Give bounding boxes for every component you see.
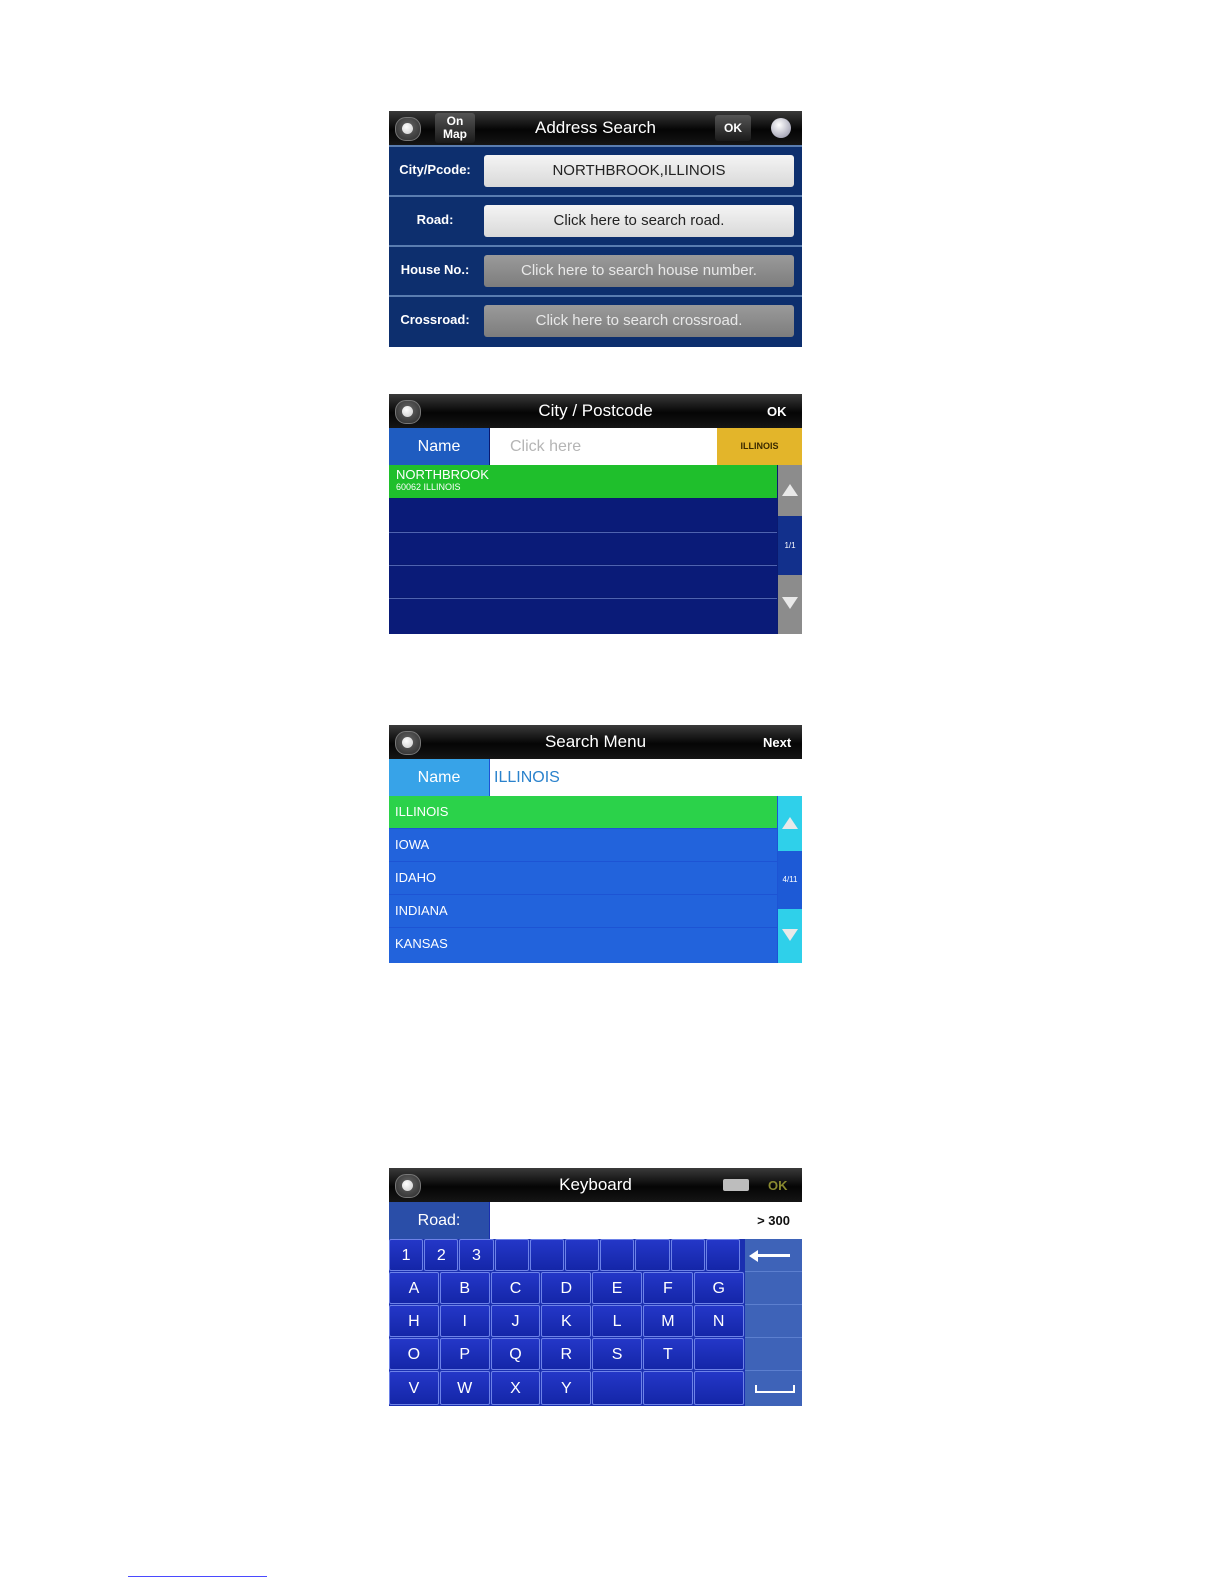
house-no-row bbox=[389, 245, 802, 296]
key-m[interactable]: M bbox=[643, 1305, 693, 1337]
on-map-label-line2: Map bbox=[443, 127, 467, 141]
list-item[interactable]: INDIANA bbox=[389, 895, 777, 927]
name-label: Name bbox=[389, 759, 489, 796]
list-item[interactable]: KANSAS bbox=[389, 928, 777, 963]
key-blank[interactable] bbox=[565, 1239, 599, 1271]
result-detail: 60062 ILLINOIS bbox=[396, 482, 461, 492]
side-key[interactable] bbox=[745, 1272, 802, 1305]
title-bar bbox=[389, 1168, 802, 1202]
down-arrow-icon bbox=[782, 929, 798, 941]
city-pcode-row bbox=[389, 145, 802, 196]
key-l[interactable]: L bbox=[592, 1305, 642, 1337]
list-item[interactable] bbox=[389, 565, 777, 597]
key-t[interactable]: T bbox=[643, 1338, 693, 1370]
next-button[interactable]: Next bbox=[763, 735, 792, 750]
down-arrow-icon bbox=[782, 597, 798, 609]
list-item[interactable] bbox=[389, 598, 777, 634]
key-f[interactable]: F bbox=[643, 1272, 693, 1304]
on-map-label-line1: On bbox=[446, 114, 464, 128]
page-indicator: 4/11 bbox=[778, 851, 802, 909]
city-pcode-label: City/Pcode: bbox=[399, 162, 471, 177]
road-field[interactable]: Click here to search road. bbox=[484, 205, 794, 237]
road-label: Road: bbox=[389, 1202, 489, 1239]
result-count: > 300 bbox=[490, 1202, 802, 1239]
list-item[interactable]: IDAHO bbox=[389, 862, 777, 894]
key-y[interactable]: Y bbox=[541, 1371, 591, 1405]
backspace-key[interactable] bbox=[745, 1239, 802, 1272]
crossroad-row bbox=[389, 295, 802, 346]
key-p[interactable]: P bbox=[440, 1338, 490, 1370]
search-menu-screen bbox=[389, 725, 802, 963]
key-blank[interactable] bbox=[671, 1239, 705, 1271]
crossroad-label: Crossroad: bbox=[400, 312, 470, 327]
key-e[interactable]: E bbox=[592, 1272, 642, 1304]
scroll-down-button[interactable] bbox=[778, 575, 802, 634]
title-bar bbox=[389, 725, 802, 759]
list-item[interactable]: IOWA bbox=[389, 829, 777, 861]
key-blank[interactable] bbox=[643, 1371, 693, 1405]
keyboard-icon[interactable] bbox=[723, 1179, 749, 1191]
key-g[interactable]: G bbox=[694, 1272, 744, 1304]
key-blank[interactable] bbox=[495, 1239, 529, 1271]
key-v[interactable]: V bbox=[389, 1371, 439, 1405]
page-title: Address Search bbox=[535, 118, 656, 137]
crossroad-field[interactable]: Click here to search crossroad. bbox=[484, 305, 794, 337]
house-no-field[interactable]: Click here to search house number. bbox=[484, 255, 794, 287]
list-item-selected[interactable] bbox=[389, 465, 777, 498]
key-blank[interactable] bbox=[635, 1239, 669, 1271]
name-input[interactable]: Click here bbox=[490, 428, 717, 465]
city-postcode-screen bbox=[389, 394, 802, 634]
key-q[interactable]: Q bbox=[491, 1338, 541, 1370]
key-c[interactable]: C bbox=[491, 1272, 541, 1304]
scroll-up-button[interactable] bbox=[778, 465, 802, 516]
key-i[interactable]: I bbox=[440, 1305, 490, 1337]
key-blank[interactable] bbox=[694, 1371, 744, 1405]
list-item[interactable] bbox=[389, 499, 777, 531]
title-bar bbox=[389, 111, 802, 145]
input-bar bbox=[389, 1202, 802, 1239]
key-blank[interactable] bbox=[530, 1239, 564, 1271]
house-no-label: House No.: bbox=[400, 262, 470, 277]
ok-button[interactable]: OK bbox=[768, 1178, 788, 1193]
page-indicator: 1/1 bbox=[778, 516, 802, 575]
address-search-screen bbox=[389, 111, 802, 347]
road-row bbox=[389, 195, 802, 246]
key-o[interactable]: O bbox=[389, 1338, 439, 1370]
title-bar bbox=[389, 394, 802, 428]
road-label: Road: bbox=[416, 212, 454, 227]
scroll-up-button[interactable] bbox=[778, 796, 802, 851]
side-key[interactable] bbox=[745, 1338, 802, 1371]
page-title: City / Postcode bbox=[538, 401, 653, 420]
key-n[interactable]: N bbox=[694, 1305, 744, 1337]
name-input[interactable]: ILLINOIS bbox=[490, 759, 802, 796]
settings-icon[interactable] bbox=[771, 118, 791, 138]
side-key[interactable] bbox=[745, 1305, 802, 1338]
key-blank[interactable] bbox=[600, 1239, 634, 1271]
key-r[interactable]: R bbox=[541, 1338, 591, 1370]
city-pcode-field[interactable]: NORTHBROOK,ILLINOIS bbox=[484, 155, 794, 187]
list-item-selected[interactable]: ILLINOIS bbox=[389, 796, 777, 828]
left-arrow-head bbox=[749, 1250, 758, 1262]
up-arrow-icon bbox=[782, 817, 798, 829]
state-button[interactable]: ILLINOIS bbox=[717, 428, 802, 465]
left-arrow-icon bbox=[754, 1254, 790, 1257]
key-d[interactable]: D bbox=[541, 1272, 591, 1304]
keyboard-screen bbox=[389, 1168, 802, 1406]
key-h[interactable]: H bbox=[389, 1305, 439, 1337]
footnote-rule bbox=[128, 1576, 267, 1577]
ok-button[interactable] bbox=[715, 115, 751, 141]
ok-button[interactable]: OK bbox=[767, 404, 787, 419]
page-title: Keyboard bbox=[559, 1175, 632, 1194]
key-blank[interactable] bbox=[706, 1239, 740, 1271]
space-key[interactable] bbox=[745, 1371, 802, 1406]
list-item[interactable] bbox=[389, 532, 777, 564]
key-k[interactable]: K bbox=[541, 1305, 591, 1337]
name-bar bbox=[389, 428, 802, 465]
key-x[interactable]: X bbox=[491, 1371, 541, 1405]
page-title: Search Menu bbox=[544, 732, 647, 751]
key-a[interactable]: A bbox=[389, 1272, 439, 1304]
name-label: Name bbox=[389, 428, 489, 465]
key-blank[interactable] bbox=[694, 1338, 744, 1370]
up-arrow-icon bbox=[782, 484, 798, 496]
scroll-down-button[interactable] bbox=[778, 909, 802, 963]
key-2[interactable]: 2 bbox=[424, 1239, 458, 1271]
key-3[interactable]: 3 bbox=[459, 1239, 493, 1271]
space-bar-icon bbox=[755, 1385, 795, 1393]
key-s[interactable]: S bbox=[592, 1338, 642, 1370]
result-name: NORTHBROOK bbox=[396, 467, 489, 482]
ok-label: OK bbox=[724, 121, 742, 135]
key-1[interactable]: 1 bbox=[389, 1239, 423, 1271]
key-blank[interactable] bbox=[592, 1371, 642, 1405]
key-w[interactable]: W bbox=[440, 1371, 490, 1405]
name-bar bbox=[389, 759, 802, 796]
key-j[interactable]: J bbox=[491, 1305, 541, 1337]
key-b[interactable]: B bbox=[440, 1272, 490, 1304]
